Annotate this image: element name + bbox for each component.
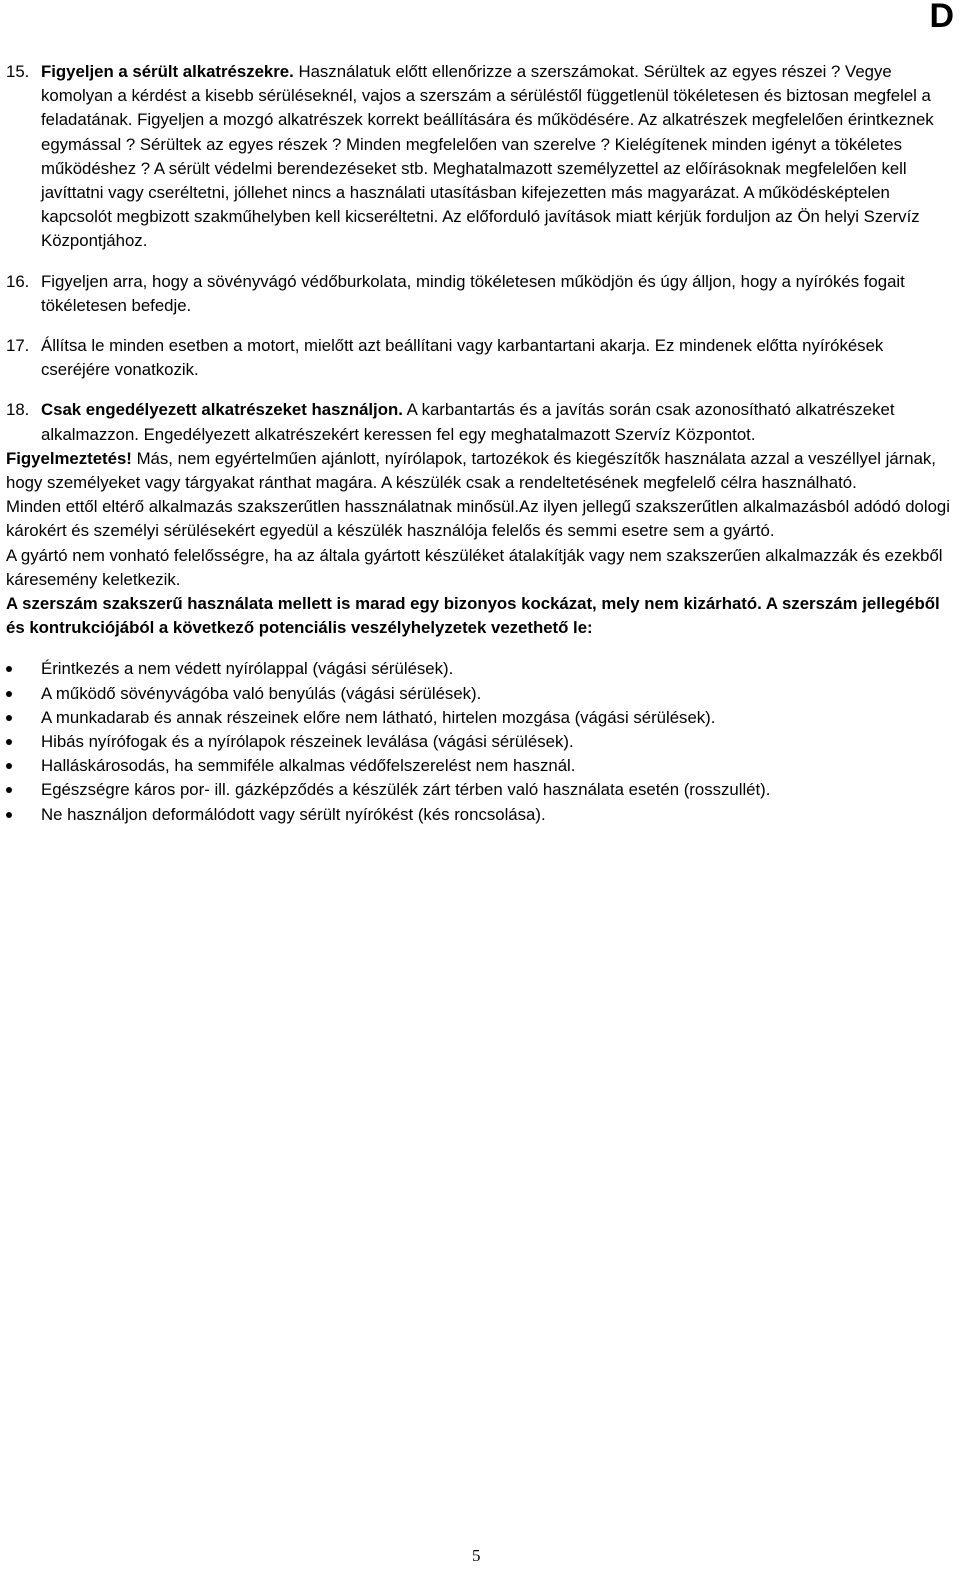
- hazard-text: Érintkezés a nem védett nyírólappal (vágási sérülések).: [41, 659, 454, 679]
- manufacturer-note: A gyártó nem vonható felelősségre, ha az általa gyártott készüléket átalakítják vagy nem szakszerűen alkalmazzák és ezekből káresemény keletkezik.: [6, 545, 943, 589]
- safety-item-17: [6, 334, 954, 382]
- hazard-text: Egészségre káros por- ill. gázképződés a készülék zárt térben való használata esetén (rosszullét).: [41, 780, 771, 800]
- bullet-icon: [6, 666, 12, 672]
- warning-text: Más, nem egyértelműen ajánlott, nyírólapok, tartozékok és kiegészítők használata azzal a veszéllyel járnak, hogy személyeket vagy tárgyakat ránthat magára. A készülék csak a rendeltetésének megfelelő célra használható.: [6, 448, 936, 493]
- safety-item-15: [6, 60, 954, 254]
- item-number: 15.: [6, 62, 30, 81]
- hazard-text: A működő sövényvágóba való benyúlás (vágási sérülések).: [41, 683, 482, 703]
- hazard-text: Halláskárosodás, ha semmiféle alkalmas védőfelszerelést nem használ.: [41, 756, 576, 776]
- page-number: 5: [472, 1546, 481, 1565]
- hazard-item: [6, 778, 954, 802]
- item-lead: Figyeljen a sérült alkatrészekre.: [41, 62, 294, 81]
- bullet-icon: [6, 691, 12, 697]
- hazard-item: [6, 803, 954, 827]
- item-number: 18.: [6, 400, 30, 420]
- safety-item-16: [6, 270, 954, 318]
- bullet-icon: [6, 739, 12, 745]
- hazard-list: [6, 657, 954, 826]
- hazard-text: Ne használjon deformálódott vagy sérült nyírókést (kés roncsolása).: [41, 804, 546, 824]
- item-text: Használatuk előtt ellenőrizze a szerszámokat. Sérültek az egyes részei ? Vegye komolyan a kérdést a kisebb sérüléseknél, vajos a szerszám a sérüléstől függetlenül tökéletesen és biztosan megfelel a feladatának. Figyeljen a mozgó alkatrészek korrekt beállítására és működésére. Az alkatrészek megfelelően érintkeznek egymással ? Sérültek az egyes részek ? Minden megfelelően van szerelve ? Kielégítenek minden igényt a tökéletes működéshez ? A sérült védelmi berendezéseket stb. Meghatalmazott személyzettel az előírásoknak megfelelően kell javíttatni vagy cseréltetni, jóllehet nincs a használati utasításban kifejezetten más magyarázat. A működésképtelen kapcsolót megbizott szakműhelyben kell kicseréltetni. Az előforduló javítások miatt kérjük forduljon az Ön helyi Szervíz Központjához.: [41, 62, 934, 251]
- risk-heading: [6, 592, 954, 640]
- bullet-icon: [6, 763, 12, 769]
- hazard-item: [6, 754, 954, 778]
- bullet-icon: [6, 715, 12, 721]
- item-number: 17.: [6, 336, 30, 356]
- item-text: Állítsa le minden esetben a motort, mielőtt azt beállítani vagy karbantartani akarja. Ez mindenek előtta nyírókések cseréjére vonatkozik.: [41, 336, 884, 380]
- bullet-icon: [6, 787, 12, 793]
- item-text: Figyeljen arra, hogy a sövényvágó védőburkolata, mindig tökéletesen működjön és úgy álljon, hogy a nyírókés fogait tökéletesen befedje.: [41, 271, 905, 315]
- bullet-icon: [6, 812, 12, 818]
- warning-paragraph: [6, 447, 954, 544]
- page-section-letter: D: [929, 0, 954, 35]
- hazard-text: A munkadarab és annak részeinek előre nem látható, hirtelen mozgása (vágási sérülések).: [41, 707, 716, 727]
- item-number: 16.: [6, 271, 30, 291]
- hazard-text: Hibás nyírófogak és a nyírólapok részeinek leválása (vágási sérülések).: [41, 732, 574, 752]
- hazard-item: [6, 730, 954, 754]
- warning-lead: Figyelmeztetés!: [6, 448, 132, 468]
- hazard-item: [6, 706, 954, 730]
- item-text: A karbantartás és a javítás során csak azonosítható alkatrészeket alkalmazzon. Engedélyezett alkatrészekért keressen fel egy meghatalmazott Szervíz Központot.: [41, 400, 895, 444]
- hazard-item: [6, 682, 954, 706]
- item-lead: Csak engedélyezett alkatrészeket használjon.: [41, 400, 403, 420]
- warning-text-2: Minden ettől eltérő alkalmazás szakszerűtlen hassználatnak minősül.Az ilyen jellegű szakszerűtlen alkalmazásból adódó dologi károkért és személyi sérülésekért egyedül a készülék használója felelős és semmi esetre sem a gyártó.: [6, 497, 950, 541]
- hazard-item: [6, 657, 954, 681]
- document-body: [6, 60, 954, 827]
- risk-heading-text: A szerszám szakszerű használata mellett is marad egy bizonyos kockázat, mely nem kizárható. A szerszám jellegéből és kontrukciójából a következő potenciális veszélyhelyzetek vezethető le:: [6, 594, 940, 638]
- safety-item-18: [6, 398, 954, 446]
